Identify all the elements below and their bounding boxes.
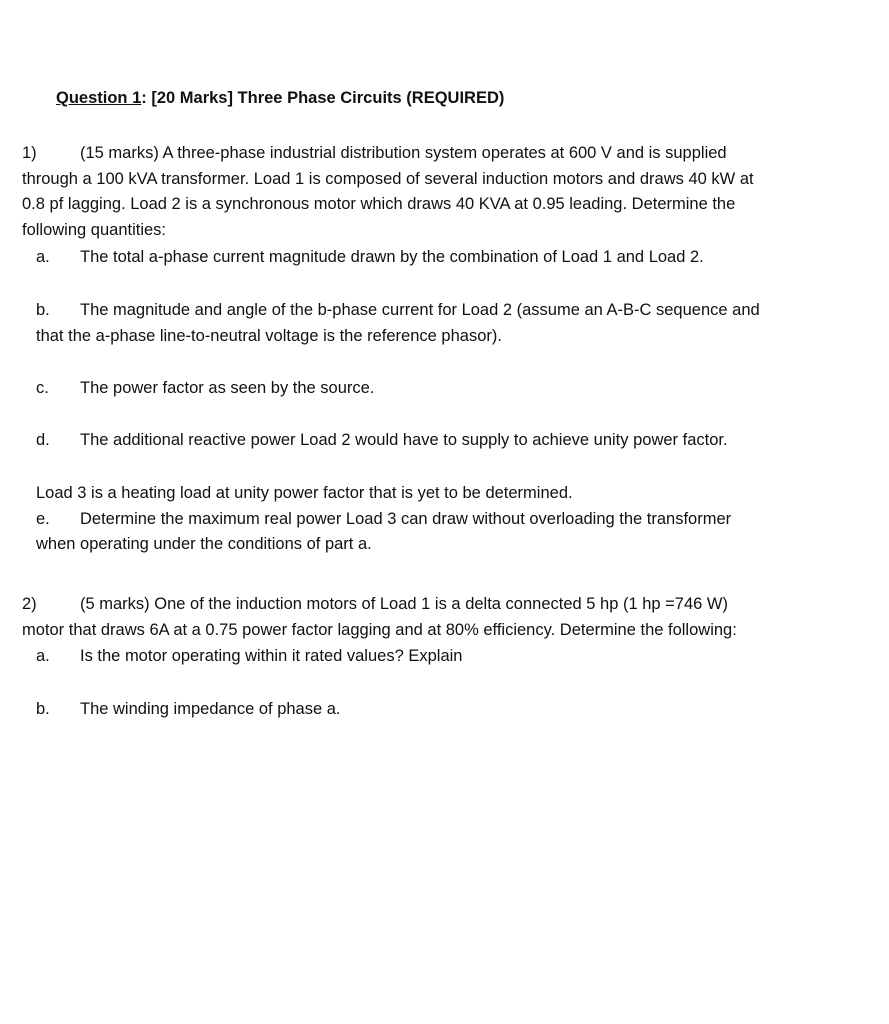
q1-part-a-text: The total a-phase current magnitude drawn by the combination of Load 1 and Load 2. [80,248,704,266]
question-title [56,88,504,108]
question-title-rest: : [20 Marks] Three Phase Circuits (REQUIRED) [141,89,505,107]
q1-part-d [36,428,728,454]
q1-line-4: following quantities: [22,220,167,239]
q1-line-3: 0.8 pf lagging. Load 2 is a synchronous motor which draws 40 KVA at 0.95 leading. Determine the [22,195,736,213]
q1-part-d-letter: d. [36,431,50,449]
q1-line-1-text: (15 marks) A three-phase industrial distribution system operates at 600 V and is supplied [80,144,727,162]
q1-number: 1) [22,144,37,162]
q2-part-a-text: Is the motor operating within it rated values? Explain [80,647,463,665]
question-label: Question 1 [56,89,142,107]
q2-line-2: motor that draws 6A at a 0.75 power factor lagging and at 80% efficiency. Determine the following: [22,620,737,639]
q1-line-2: through a 100 kVA transformer. Load 1 is composed of several induction motors and draws 40 kW at [22,169,754,188]
q1-part-b-letter: b. [36,301,50,319]
q1-part-e-text: Determine the maximum real power Load 3 can draw without overloading the transformer [80,509,732,528]
q1-part-a-letter: a. [36,248,50,266]
q1-part-c [36,376,374,402]
q1-part-c-text: The power factor as seen by the source. [80,379,375,397]
q1-part-e-text-2: when operating under the conditions of part a. [36,535,372,553]
q1-part-e-letter: e. [36,509,50,528]
q2-part-b-letter: b. [36,700,50,718]
q2-part-a-letter: a. [36,647,50,665]
q1-part-b-text: The magnitude and angle of the b-phase current for Load 2 (assume an A-B-C sequence and [80,301,760,319]
q1-part-b [36,298,760,349]
q2-part-b [36,697,341,723]
q1-line-1 [22,141,754,167]
q1-paragraph [22,141,754,243]
q1-load3-block [36,481,731,558]
q1-part-b-text-2: that the a-phase line-to-neutral voltage is the reference phasor). [36,326,502,345]
q1-part-c-letter: c. [36,379,49,397]
q2-part-a [36,644,462,670]
q2-paragraph [22,592,737,643]
q2-part-b-text: The winding impedance of phase a. [80,700,341,718]
q1-part-d-text: The additional reactive power Load 2 would have to supply to achieve unity power factor. [80,431,728,449]
q2-number: 2) [22,595,37,613]
q1-part-a [36,245,704,271]
q1-load3-text: Load 3 is a heating load at unity power factor that is yet to be determined. [36,484,573,502]
q2-line-1-text: (5 marks) One of the induction motors of Load 1 is a delta connected 5 hp (1 hp =746 W) [80,595,728,613]
